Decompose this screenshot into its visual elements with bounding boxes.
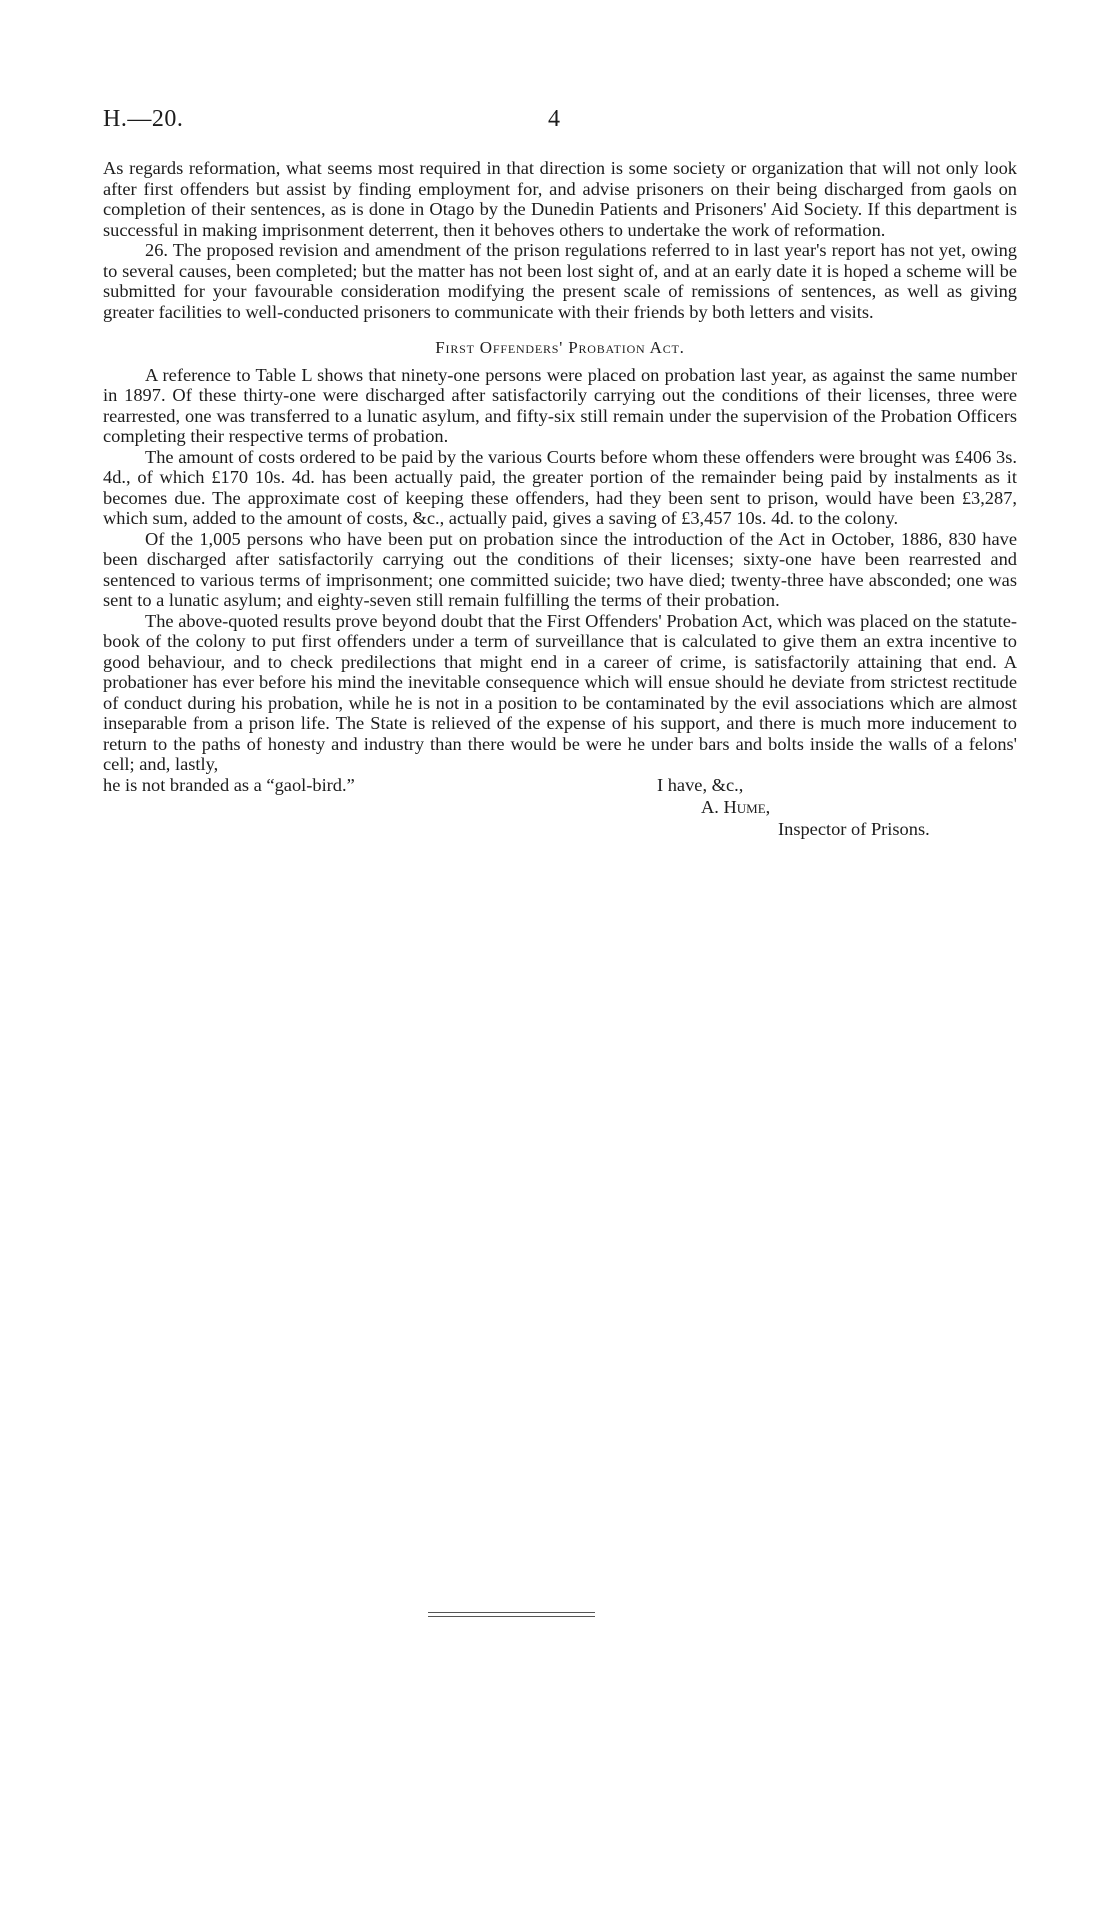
document-reference: H.—20. <box>103 106 184 132</box>
paragraph-statistics: Of the 1,005 persons who have been put on probation since the introduction of the Act in October, 1886, 830 have been discharged after satisfactorily carrying out the conditions of their licenses; sixty-one have been rearrested and sentenced to various terms of imprisonment; one committed suicide; two have died; twenty-three have absconded; one was sent to a lunatic asylum; and eighty-seven still remain fulfilling the terms of their probation. <box>103 528 1017 610</box>
signature-title: Inspector of Prisons. <box>778 818 930 839</box>
end-rule-top <box>428 1612 595 1613</box>
section-heading-probation-act: First Offenders' Probation Act. <box>435 338 685 357</box>
closing-block <box>103 775 1017 847</box>
paragraph-costs: The amount of costs ordered to be paid by the various Courts before whom these offenders were brought was £406 3s. 4d., of which £170 10s. 4d. has been actually paid, the greater portion of the remainder being paid by instalments as it becomes due. The approximate cost of keeping these offenders, had they been sent to prison, would have been £3,287, which sum, added to the amount of costs, &c., actually paid, gives a saving of £3,457 10s. 4d. to the colony. <box>103 446 1017 528</box>
end-rule-bottom <box>428 1616 595 1617</box>
signature-name: A. Hume, <box>701 796 771 817</box>
paragraph-final-line: he is not branded as a “gaol-bird.” <box>103 774 355 795</box>
salutation: I have, &c., <box>657 774 744 795</box>
report-body <box>103 158 1017 847</box>
paragraph-26-regulations: 26. The proposed revision and amendment of the prison regulations referred to in last year's report has not yet, owing to several causes, been completed; but the matter has not been lost sight of, and at an early date it is hoped a scheme will be submitted for your favourable consideration modifying the present scale of remissions of sentences, as well as giving greater facilities to well-conducted prisoners to communicate with their friends by both letters and visits. <box>103 240 1017 322</box>
paragraph-conclusion: The above-quoted results prove beyond doubt that the First Offenders' Probation Act, which was placed on the statute-book of the colony to put first offenders under a term of surveillance that is calculated to give them an extra incentive to good behaviour, and to check predilections that might end in a career of crime, is satisfactorily attaining that end. A probationer has ever before his mind the inevitable consequence which will ensue should he deviate from strictest rectitude of conduct during his probation, while he is not in a position to be contaminated by the evil associations which are almost inseparable from a prison life. The State is relieved of the expense of his support, and there is much more inducement to return to the paths of honesty and industry than there would be were he under bars and bolts inside the walls of a felons' cell; and, lastly, <box>103 610 1017 774</box>
page-number: 4 <box>548 106 560 132</box>
paragraph-reformation: As regards reformation, what seems most required in that direction is some society or organization that will not only look after first offenders but assist by finding employment for, and advise prisoners on their being discharged from gaols on completion of their sentences, as is done in Otago by the Dunedin Patients and Prisoners' Aid Society. If this department is successful in making imprisonment deterrent, then it behoves others to undertake the work of reformation. <box>103 158 1017 240</box>
paragraph-table-l: A reference to Table L shows that ninety-one persons were placed on probation last year, as against the same number in 1897. Of these thirty-one were discharged after satisfactorily carrying out the conditions of their licenses, three were rearrested, one was transferred to a lunatic asylum, and fifty-six still remain under the supervision of the Probation Officers completing their respective terms of probation. <box>103 364 1017 446</box>
